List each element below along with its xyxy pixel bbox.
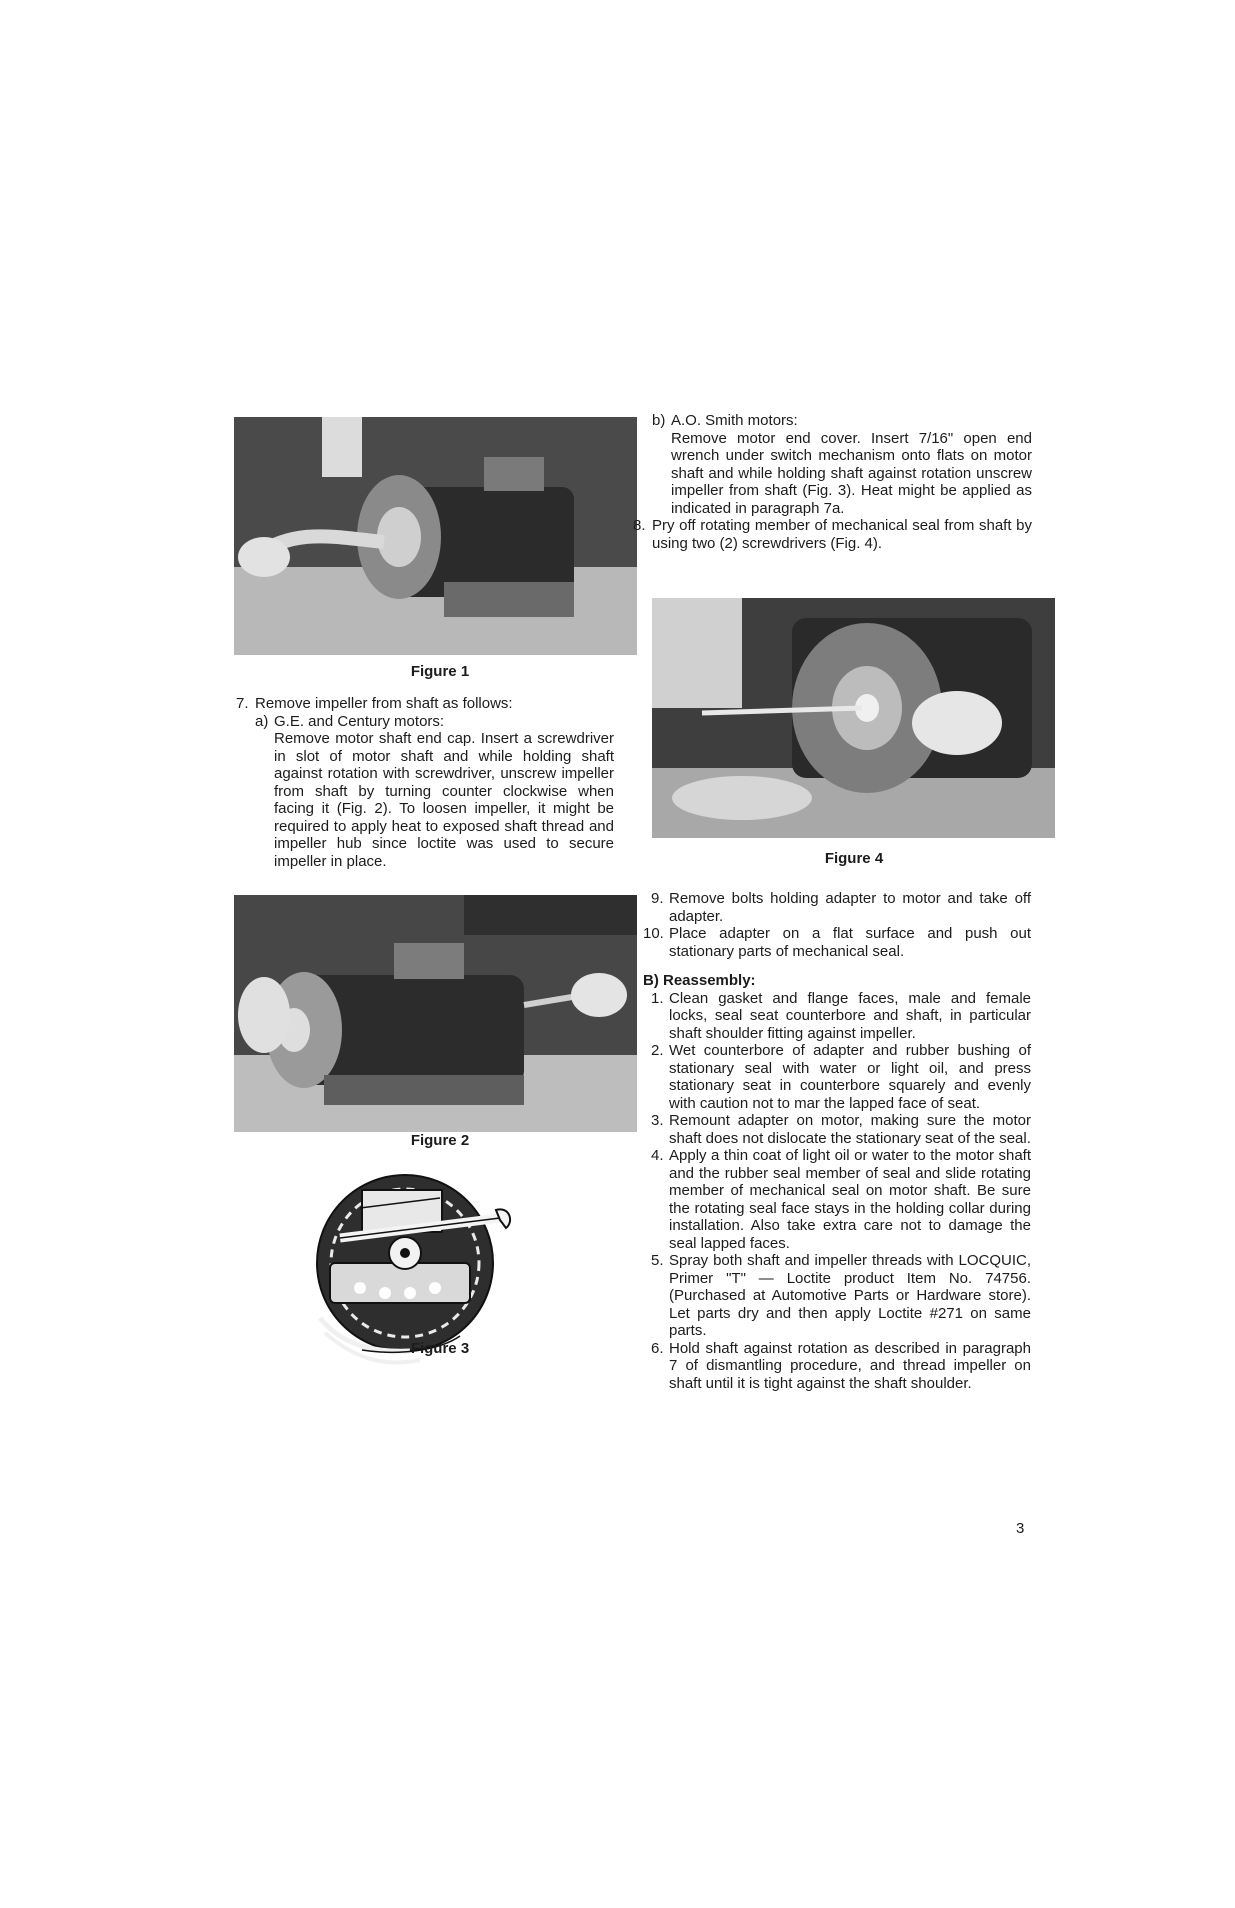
step-7a-label: a) (255, 712, 269, 730)
reassembly-step-text: Apply a thin coat of light oil or water to the motor shaft and the rubber seal member of seal and slide rotating member of mechanical seal on motor shaft. Be sure the rotating seal face stays in the holding collar during installation. Also take extra care not to damage the seal lapped faces. (669, 1147, 1031, 1252)
reassembly-step-6 (643, 1340, 1031, 1393)
reassembly-step-number: 2. (651, 1042, 664, 1059)
step-7-number: 7. (236, 695, 249, 712)
reassembly-step-3 (643, 1112, 1031, 1147)
left-column-text (236, 695, 614, 870)
page-number: 3 (1016, 1520, 1025, 1537)
step-10-number: 10. (643, 925, 664, 942)
step-9 (643, 890, 1031, 925)
step-7-text: Remove impeller from shaft as follows: (255, 695, 513, 712)
step-8-number: 8. (633, 517, 646, 534)
step-8-text: Pry off rotating member of mechanical seal from shaft by using two (2) screwdrivers (Fig. 4). (652, 517, 1032, 552)
figure-2-photo (234, 895, 637, 1132)
reassembly-step-text: Wet counterbore of adapter and rubber bushing of stationary seal with water or light oil, and press stationary seat in counterbore squarely and evenly with caution not to mar the lapped face of seat. (669, 1042, 1031, 1112)
reassembly-list (643, 990, 1031, 1393)
reassembly-step-number: 3. (651, 1112, 664, 1129)
step-7b (652, 412, 1032, 517)
step-7b-label: b) (652, 412, 666, 429)
reassembly-step-1 (643, 990, 1031, 1043)
step-7a (255, 713, 614, 871)
reassembly-step-text: Remount adapter on motor, making sure the motor shaft does not dislocate the stationary seat of the seal. (669, 1112, 1031, 1147)
reassembly-step-text: Clean gasket and flange faces, male and female locks, seal seat counterbore and shaft, in particular shaft shoulder fitting against impeller. (669, 989, 1031, 1042)
reassembly-step-4 (643, 1147, 1031, 1252)
figure-2-caption: Figure 2 (410, 1132, 470, 1149)
reassembly-step-text: Hold shaft against rotation as described in paragraph 7 of dismantling procedure, and thread impeller on shaft until it is tight against the shaft shoulder. (669, 1339, 1031, 1392)
figure-3-drawing (300, 1168, 530, 1368)
reassembly-step-number: 6. (651, 1339, 664, 1357)
reassembly-step-2 (643, 1042, 1031, 1112)
figure-3-caption: Figure 3 (410, 1340, 470, 1357)
reassembly-step-number: 4. (651, 1147, 664, 1164)
step-7 (236, 695, 614, 870)
step-10-text: Place adapter on a flat surface and push out stationary parts of mechanical seal. (669, 925, 1031, 960)
right-column-upper-text (633, 412, 1032, 552)
step-8 (633, 517, 1032, 552)
step-10 (643, 925, 1031, 960)
step-7a-title: G.E. and Century motors: (274, 712, 445, 730)
reassembly-step-text: Spray both shaft and impeller threads with LOCQUIC, Primer "T" — Loctite product Item No. 74756. (Purchased at Automotive Parts or Hardware store). Let parts dry and then apply Loctite #271 on same parts. (669, 1252, 1031, 1339)
reassembly-heading: B) Reassembly: (643, 972, 756, 989)
reassembly-step-number: 5. (651, 1252, 664, 1269)
step-7b-title: A.O. Smith motors: (671, 412, 798, 429)
reassembly-step-number: 1. (651, 989, 664, 1007)
step-7b-body: Remove motor end cover. Insert 7/16" open end wrench under switch mechanism onto flats on motor shaft and while holding shaft against rotation unscrew impeller from shaft (Fig. 3). Heat might be applied as indicated in paragraph 7a. (671, 429, 1032, 517)
figure-4-photo (652, 598, 1055, 838)
step-9-number: 9. (651, 890, 664, 907)
figure-1-caption: Figure 1 (410, 663, 470, 680)
step-9-text: Remove bolts holding adapter to motor and take off adapter. (669, 890, 1031, 925)
reassembly-step-5 (643, 1252, 1031, 1340)
figure-1-photo (234, 417, 637, 655)
figure-4-caption: Figure 4 (824, 850, 884, 867)
step-7a-body: Remove motor shaft end cap. Insert a screwdriver in slot of motor shaft and while holding shaft against rotation with screwdriver, unscrew impeller from shaft by turning counter clockwise when facing it (Fig. 2). To loosen impeller, it might be required to apply heat to exposed shaft thread and impeller hub since loctite was used to secure impeller in place. (274, 730, 614, 870)
right-column-lower-text (643, 890, 1031, 1392)
